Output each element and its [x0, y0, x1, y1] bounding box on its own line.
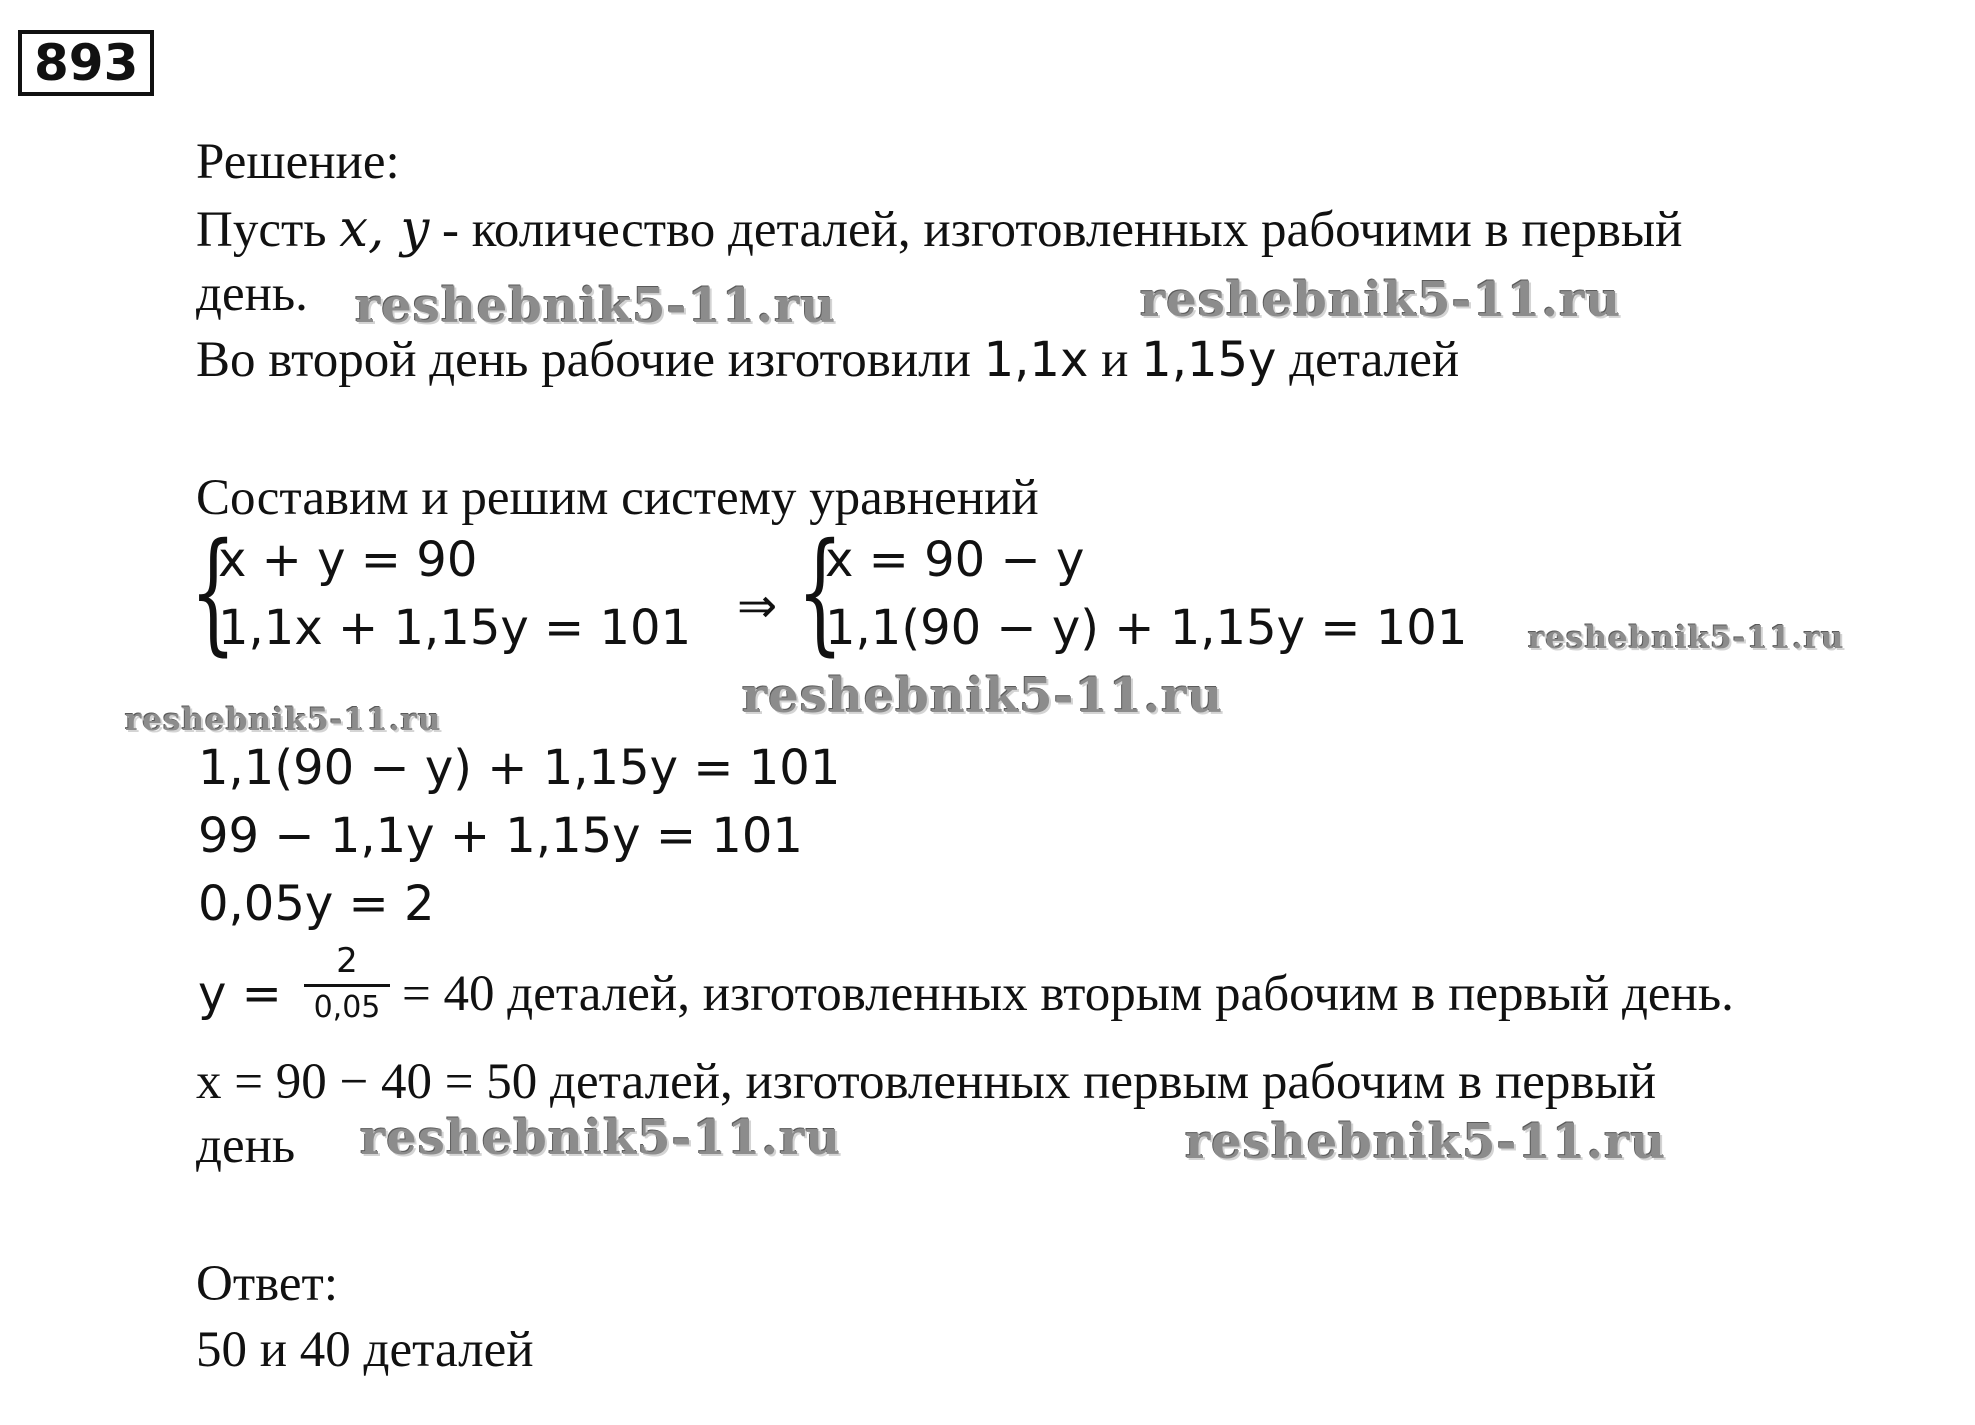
y-lhs: y = — [198, 966, 282, 1022]
answer-label: Ответ: — [196, 1256, 338, 1312]
x-result-line-2: день — [196, 1118, 296, 1174]
second-day-line — [196, 330, 1459, 390]
watermark: reshebnik5-11.ru — [1185, 1114, 1667, 1170]
left-system-brace: { — [190, 515, 237, 669]
intro-vars: x, y — [339, 200, 430, 259]
right-eq-2: 1,1(90 − y) + 1,15y = 101 — [825, 600, 1468, 656]
right-eq-1: x = 90 − y — [825, 532, 1085, 588]
step-1: 1,1(90 − y) + 1,15y = 101 — [198, 740, 841, 796]
fraction-numerator: 2 — [336, 941, 358, 981]
second-day-prefix: Во второй день рабочие изготовили — [196, 332, 971, 388]
solution-label: Решение: — [196, 134, 400, 190]
intro-let: Пусть — [196, 202, 327, 258]
system-heading: Составим и решим систему уравнений — [196, 470, 1039, 526]
x-result-line-1: x = 90 − 40 = 50 деталей, изготовленных первым рабочим в первый — [196, 1054, 1657, 1110]
watermark: reshebnik5-11.ru — [1528, 620, 1845, 656]
intro-line-1 — [196, 200, 1682, 260]
y-fraction — [304, 942, 390, 1025]
implies-arrow: ⇒ — [737, 578, 778, 634]
watermark: reshebnik5-11.ru — [355, 278, 837, 334]
second-x: 1,1x — [983, 332, 1089, 388]
watermark: reshebnik5-11.ru — [125, 702, 442, 738]
watermark: reshebnik5-11.ru — [1140, 272, 1622, 328]
second-y: 1,15y — [1141, 332, 1277, 388]
intro-line-2: день. — [196, 266, 308, 322]
step-3: 0,05y = 2 — [198, 876, 435, 932]
left-eq-2: 1,1x + 1,15y = 101 — [218, 600, 692, 656]
intro-rest: - количество деталей, изготовленных рабочими в первый — [442, 202, 1683, 258]
watermark: reshebnik5-11.ru — [360, 1110, 842, 1166]
second-day-suffix: деталей — [1289, 332, 1460, 388]
y-rhs: = 40 деталей, изготовленных вторым рабочим в первый день. — [402, 966, 1734, 1022]
problem-number: 893 — [18, 30, 154, 96]
fraction-bar — [304, 984, 390, 987]
fraction-denominator: 0,05 — [313, 990, 381, 1025]
right-system-brace: { — [797, 515, 844, 669]
answer-value: 50 и 40 деталей — [196, 1322, 534, 1378]
left-eq-1: x + y = 90 — [218, 532, 478, 588]
step-2: 99 − 1,1y + 1,15y = 101 — [198, 808, 803, 864]
watermark: reshebnik5-11.ru — [742, 668, 1224, 724]
and-word: и — [1101, 332, 1129, 388]
